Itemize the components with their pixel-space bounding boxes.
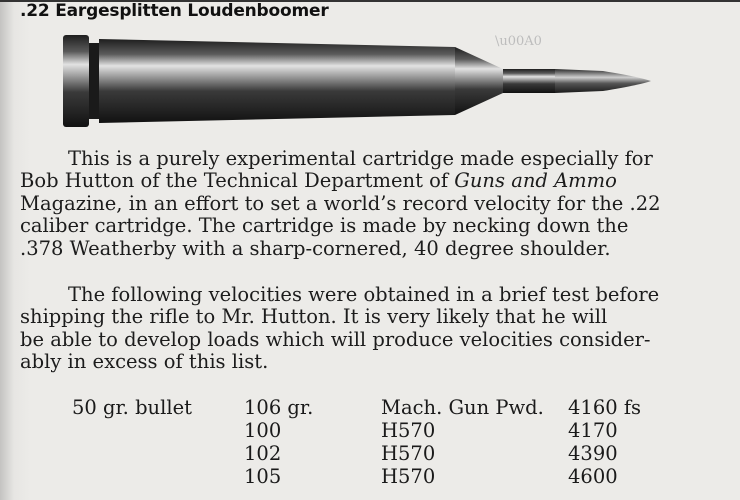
paragraph-line: .378 Weatherby with a sharp-cornered, 40 degree shoulder.: [20, 236, 611, 260]
table-row: [0, 442, 740, 465]
paragraph-intro: [20, 148, 710, 260]
cartridge-body: [99, 39, 455, 123]
paragraph-line: ably in excess of this list.: [20, 350, 269, 374]
magazine-title: Guns and Ammo: [454, 169, 617, 193]
velocity: 4390: [568, 442, 618, 465]
paragraph-line: This is a purely experimental cartridge made especially for: [68, 147, 653, 170]
paragraph-line: Magazine, in an effort to set a world’s record velocity for the .22: [20, 191, 661, 215]
powder-charge: 106 gr.: [244, 396, 314, 419]
velocity: 4600: [568, 465, 618, 488]
page-title: .22 Eargesplitten Loudenboomer: [20, 1, 329, 21]
velocity: 4160 fs: [568, 396, 642, 419]
paragraph-velocities: [20, 284, 710, 374]
cartridge-icon: [55, 25, 655, 140]
bullet-weight: 50 gr. bullet: [72, 396, 192, 419]
powder-type: H570: [381, 465, 436, 488]
bleed-through-text: \u00A0: [495, 34, 542, 49]
powder-charge: 105: [244, 465, 282, 488]
paragraph-line: shipping the rifle to Mr. Hutton. It is very likely that he will: [20, 305, 608, 329]
table-row: [0, 465, 740, 488]
powder-charge: 102: [244, 442, 282, 465]
table-row: [0, 396, 740, 419]
table-row: [0, 419, 740, 442]
paragraph-line: The following velocities were obtained in a brief test before: [68, 283, 660, 306]
powder-type: H570: [381, 419, 436, 442]
cartridge-rim: [63, 35, 89, 127]
paragraph-line: be able to develop loads which will produce velocities consider-: [20, 327, 651, 351]
paragraph-line: Bob Hutton of the Technical Department of: [20, 169, 449, 193]
paragraph-line: caliber cartridge. The cartridge is made by necking down the: [20, 214, 629, 238]
loads-table: [0, 396, 740, 488]
powder-charge: 100: [244, 419, 282, 442]
cartridge-groove: [89, 43, 99, 119]
cartridge-neck: [503, 69, 555, 93]
velocity: 4170: [568, 419, 618, 442]
powder-type: H570: [381, 442, 436, 465]
cartridge-bullet: [555, 69, 651, 93]
cartridge-shoulder: [455, 47, 503, 115]
powder-type: Mach. Gun Pwd.: [381, 396, 544, 419]
